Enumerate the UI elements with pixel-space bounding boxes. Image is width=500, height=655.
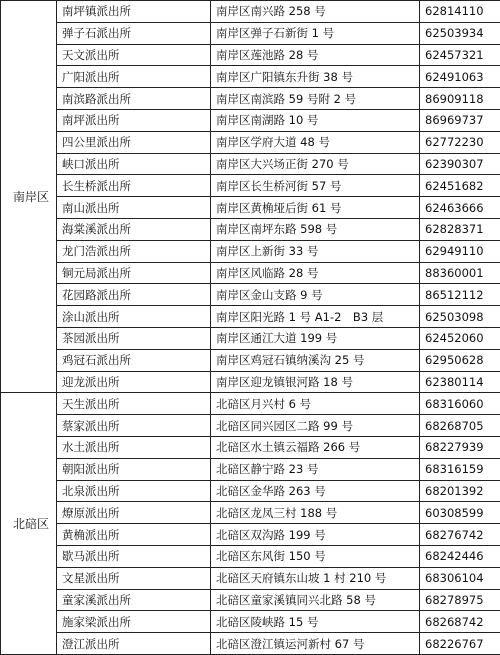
address-cell: 南岸区南坪东路 598 号 [211,218,420,240]
address-cell: 南岸区学府大道 48 号 [211,131,420,153]
station-name-cell: 朝阳派出所 [57,458,211,480]
address-cell: 南岸区南兴路 258 号 [211,1,420,23]
phone-cell: 88360001 [420,262,500,284]
table-row [1,218,500,240]
address-cell: 北碚区龙凤三村 188 号 [211,502,420,524]
phone-cell: 62828371 [420,218,500,240]
phone-cell: 86909118 [420,88,500,110]
address-cell: 南岸区莲池路 28 号 [211,44,420,66]
phone-cell: 62950628 [420,349,500,371]
address-cell: 南岸区鸡冠石镇纳溪沟 25 号 [211,349,420,371]
table-row [1,371,500,393]
table-row [1,22,500,44]
address-cell: 北碚区金华路 263 号 [211,480,420,502]
station-name-cell: 文星派出所 [57,567,211,589]
table-row [1,633,500,655]
table-row [1,1,500,23]
address-cell: 北碚区澄江镇运河新村 67 号 [211,633,420,655]
phone-cell: 62949110 [420,240,500,262]
phone-cell: 62503934 [420,22,500,44]
phone-cell: 68201392 [420,480,500,502]
station-name-cell: 施家梁派出所 [57,611,211,633]
station-name-cell: 峡口派出所 [57,153,211,175]
phone-cell: 68306104 [420,567,500,589]
station-name-cell: 长生桥派出所 [57,175,211,197]
phone-cell: 68278975 [420,589,500,611]
address-cell: 北碚区水土镇云福路 266 号 [211,436,420,458]
table-row [1,415,500,437]
table-row [1,175,500,197]
phone-cell: 62814110 [420,1,500,23]
station-name-cell: 南坪镇派出所 [57,1,211,23]
phone-cell: 62390307 [420,153,500,175]
phone-cell: 68242446 [420,545,500,567]
table-row [1,109,500,131]
address-cell: 南岸区风临路 28 号 [211,262,420,284]
table-row [1,240,500,262]
station-name-cell: 涂山派出所 [57,306,211,328]
address-cell: 北碚区东风街 150 号 [211,545,420,567]
phone-cell: 68316159 [420,458,500,480]
table-body [1,1,500,655]
phone-cell: 68226767 [420,633,500,655]
station-name-cell: 水土派出所 [57,436,211,458]
table-row [1,153,500,175]
station-name-cell: 天生派出所 [57,393,211,415]
table-row [1,44,500,66]
address-cell: 南岸区迎龙镇银河路 18 号 [211,371,420,393]
address-cell: 南岸区广阳镇东升街 38 号 [211,66,420,88]
table-row [1,589,500,611]
table-row [1,349,500,371]
table-row [1,480,500,502]
table-row [1,458,500,480]
station-name-cell: 童家溪派出所 [57,589,211,611]
address-cell: 南岸区大兴场正街 270 号 [211,153,420,175]
station-name-cell: 歇马派出所 [57,545,211,567]
address-cell: 南岸区通江大道 199 号 [211,327,420,349]
address-cell: 北碚区陵峡路 15 号 [211,611,420,633]
address-cell: 南岸区弹子石新街 1 号 [211,22,420,44]
address-cell: 南岸区上新街 33 号 [211,240,420,262]
station-name-cell: 南坪派出所 [57,109,211,131]
station-name-cell: 鸡冠石派出所 [57,349,211,371]
phone-cell: 68268742 [420,611,500,633]
station-name-cell: 海棠溪派出所 [57,218,211,240]
phone-cell: 62463666 [420,197,500,219]
station-name-cell: 铜元局派出所 [57,262,211,284]
table-row [1,524,500,546]
table-row [1,66,500,88]
table-row [1,197,500,219]
station-name-cell: 弹子石派出所 [57,22,211,44]
table-row [1,284,500,306]
phone-cell: 60308599 [420,502,500,524]
station-name-cell: 南山派出所 [57,197,211,219]
station-name-cell: 花园路派出所 [57,284,211,306]
table-row [1,327,500,349]
phone-cell: 62491063 [420,66,500,88]
phone-cell: 68268705 [420,415,500,437]
address-cell: 南岸区南湖路 10 号 [211,109,420,131]
table-row [1,88,500,110]
station-name-cell: 天文派出所 [57,44,211,66]
phone-cell: 62772230 [420,131,500,153]
address-cell: 北碚区童家溪镇同兴北路 58 号 [211,589,420,611]
station-name-cell: 龙门浩派出所 [57,240,211,262]
station-name-cell: 茶园派出所 [57,327,211,349]
table-row [1,393,500,415]
phone-cell: 62451682 [420,175,500,197]
address-cell: 南岸区金山支路 9 号 [211,284,420,306]
phone-cell: 68227939 [420,436,500,458]
station-name-cell: 南滨路派出所 [57,88,211,110]
address-cell: 南岸区黄桷垭后街 61 号 [211,197,420,219]
phone-cell: 62503098 [420,306,500,328]
address-cell: 南岸区阳光路 1 号 A1-2 B3 层 [211,306,420,328]
table-row [1,306,500,328]
phone-cell: 86512112 [420,284,500,306]
address-cell: 北碚区静宁路 23 号 [211,458,420,480]
address-cell: 南岸区长生桥河街 57 号 [211,175,420,197]
district-cell: 南岸区 [1,1,57,393]
phone-cell: 68316060 [420,393,500,415]
address-cell: 北碚区天府镇东山坡 1 村 210 号 [211,567,420,589]
table-row [1,502,500,524]
address-cell: 北碚区月兴村 6 号 [211,393,420,415]
station-name-cell: 澄江派出所 [57,633,211,655]
station-name-cell: 蔡家派出所 [57,415,211,437]
address-cell: 北碚区双沟路 199 号 [211,524,420,546]
table-row [1,436,500,458]
table-row [1,262,500,284]
station-name-cell: 迎龙派出所 [57,371,211,393]
phone-cell: 62380114 [420,371,500,393]
address-cell: 南岸区南滨路 59 号附 2 号 [211,88,420,110]
station-name-cell: 北泉派出所 [57,480,211,502]
phone-cell: 62457321 [420,44,500,66]
address-cell: 北碚区同兴园区二路 99 号 [211,415,420,437]
phone-cell: 62452060 [420,327,500,349]
station-name-cell: 燎原派出所 [57,502,211,524]
station-name-cell: 黄桷派出所 [57,524,211,546]
table-row [1,545,500,567]
station-name-cell: 四公里派出所 [57,131,211,153]
station-name-cell: 广阳派出所 [57,66,211,88]
phone-cell: 86969737 [420,109,500,131]
table-row [1,567,500,589]
district-cell: 北碚区 [1,393,57,655]
table-row [1,131,500,153]
phone-cell: 68276742 [420,524,500,546]
